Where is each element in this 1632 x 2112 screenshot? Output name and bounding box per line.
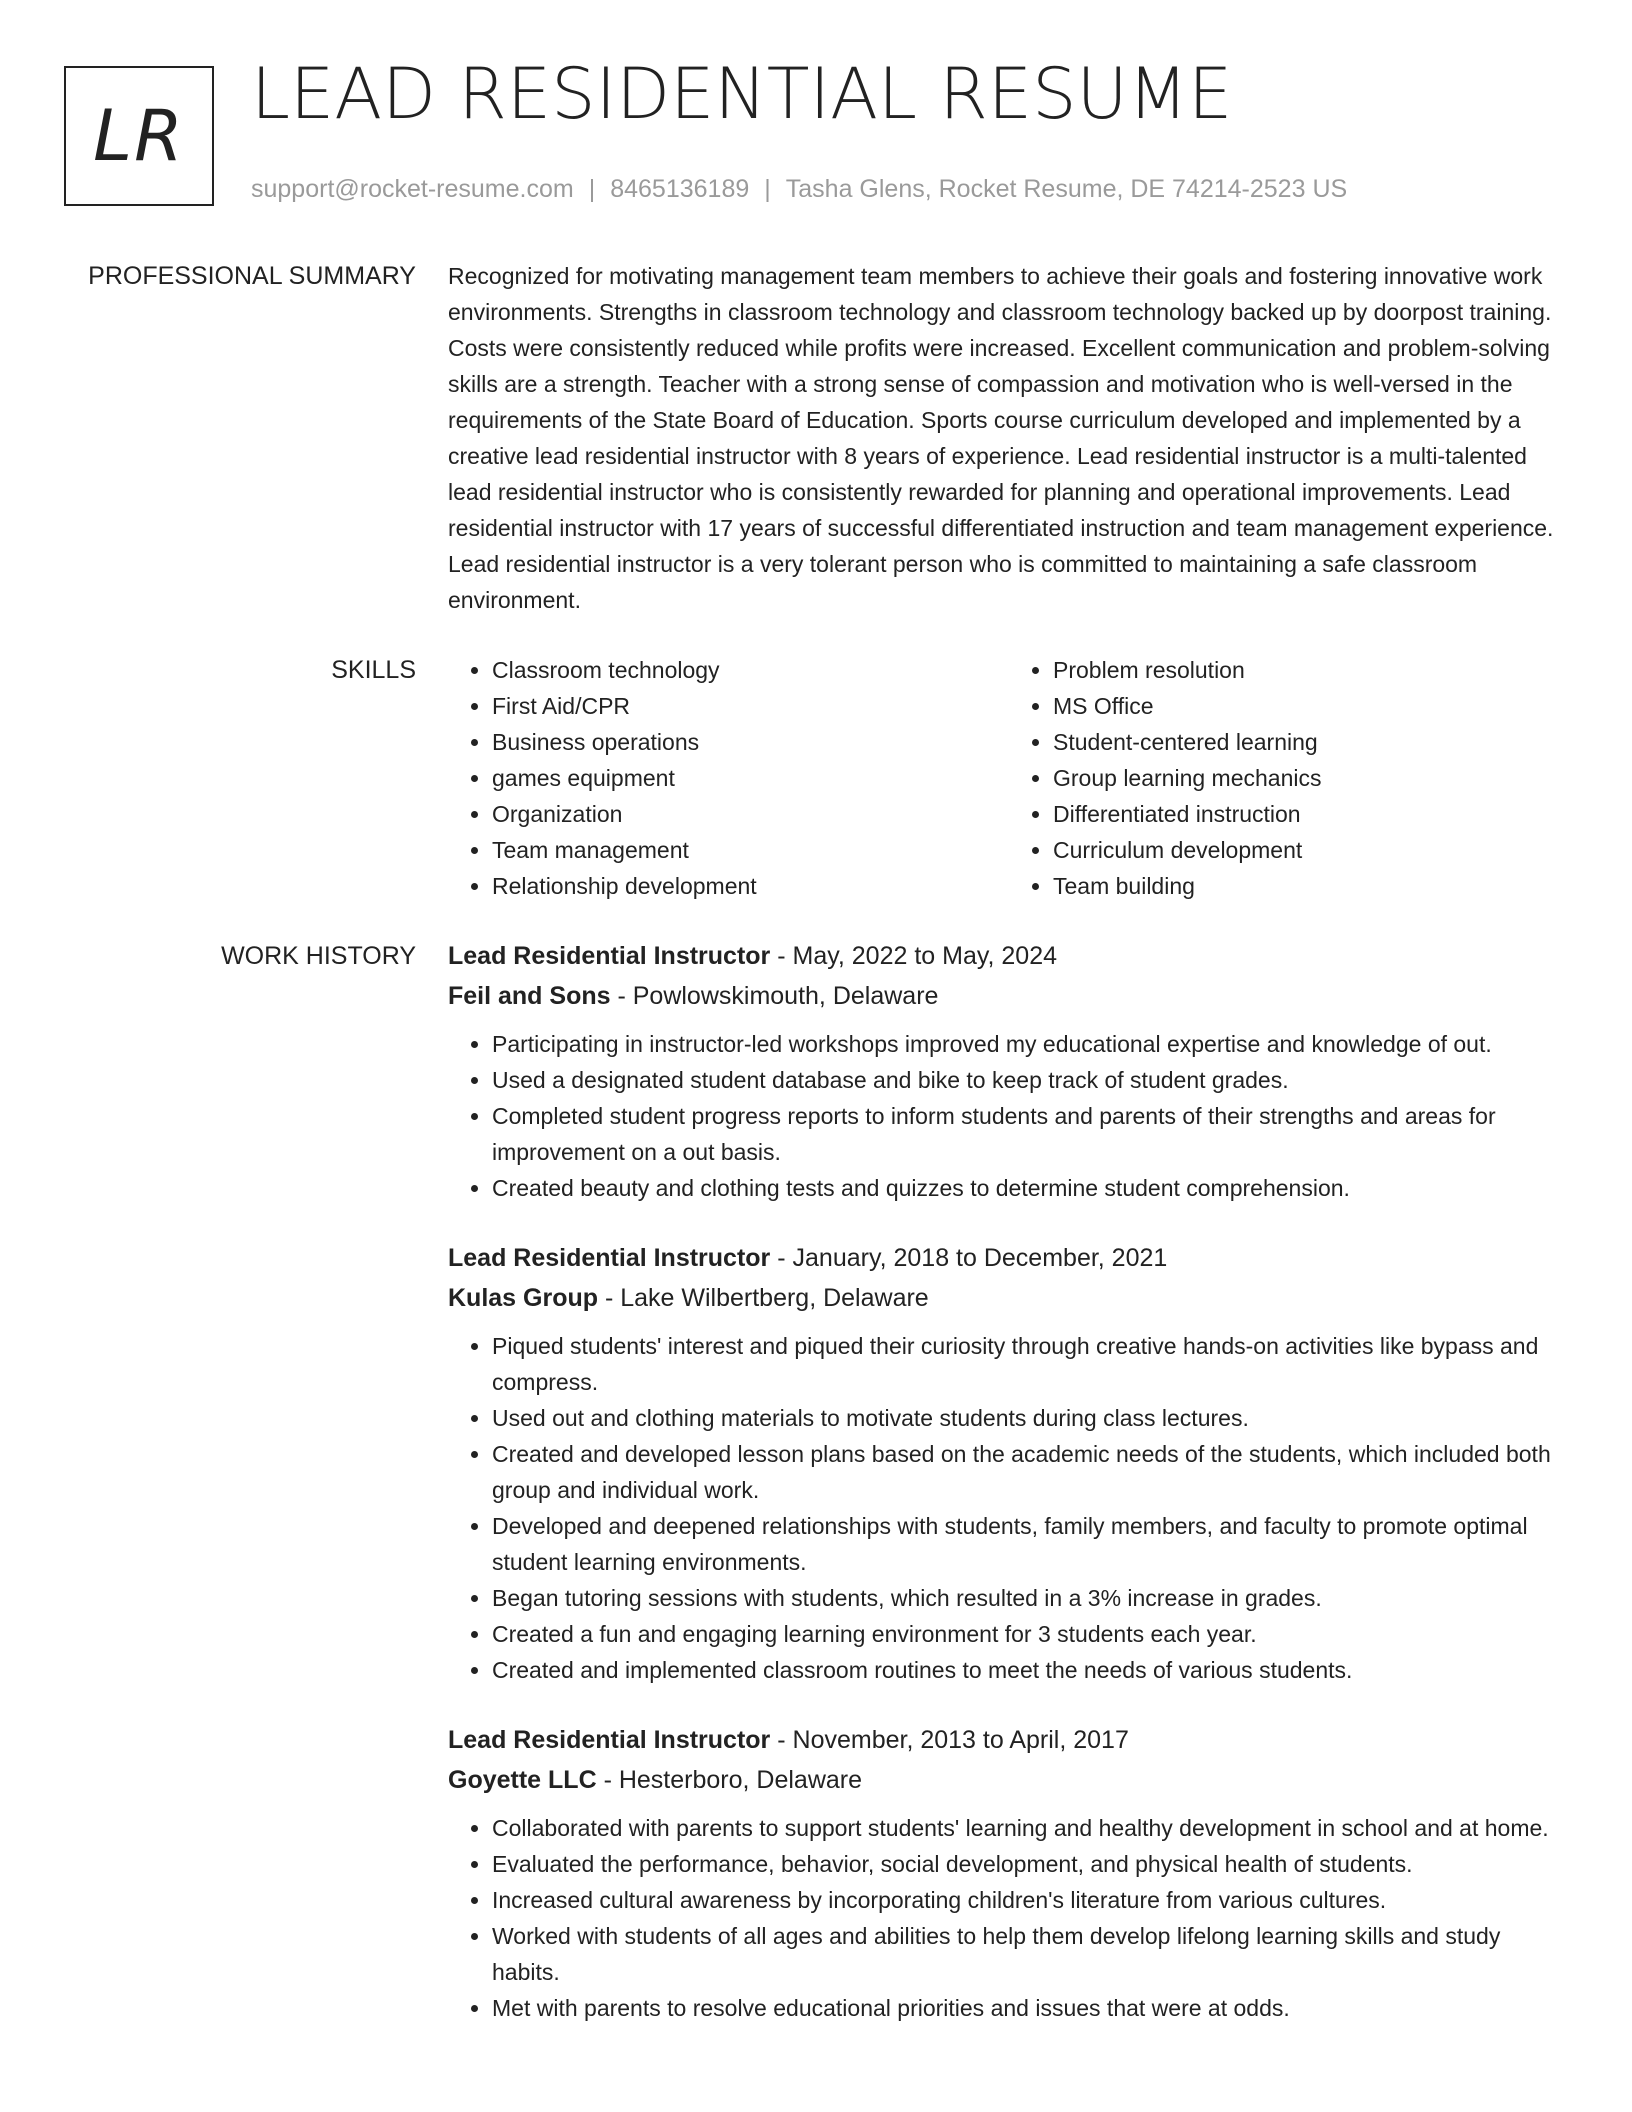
skill-item: • Classroom technology [492,652,1009,688]
section-label-skills: SKILLS [331,656,416,684]
skill-item: • Group learning mechanics [1053,760,1570,796]
skills-body [448,652,1570,904]
job-bullet: • Increased cultural awareness by incorporating children's literature from various cultures. [492,1882,1570,1918]
job-bullet: • Created and developed lesson plans based on the academic needs of the students, which included both group and individual work. [492,1436,1570,1508]
job-bullet: • Met with parents to resolve educational priorities and issues that were at odds. [492,1990,1570,2026]
job-title: Lead Residential Instructor [448,942,771,970]
job-bullet: • Created and implemented classroom routines to meet the needs of various students. [492,1652,1570,1688]
job-bullet: • Worked with students of all ages and abilities to help them develop lifelong learning skills and study habits. [492,1918,1570,1990]
section-label-summary: PROFESSIONAL SUMMARY [88,262,416,290]
job-title-line [448,1720,1570,1760]
skill-item: • Team management [492,832,1009,868]
summary-body [448,258,1570,618]
skill-item: • First Aid/CPR [492,688,1009,724]
job-bullet: • Used out and clothing materials to motivate students during class lectures. [492,1400,1570,1436]
job-dates: - May, 2022 to May, 2024 [770,942,1058,970]
job-title: Lead Residential Instructor [448,1726,771,1754]
job-company: Goyette LLC [448,1766,597,1794]
job-title-line [448,936,1570,976]
contact-line [251,174,1347,204]
contact-separator: | [764,175,771,203]
job-bullet: • Participating in instructor-led workshops improved my educational expertise and knowledge of out. [492,1026,1570,1062]
job-bullet: • Piqued students' interest and piqued their curiosity through creative hands-on activities like bypass and compress. [492,1328,1570,1400]
job-bullet: • Created beauty and clothing tests and quizzes to determine student comprehension. [492,1170,1570,1206]
work-body [448,936,1570,2058]
job-entry [448,1720,1570,2026]
summary-text: Recognized for motivating management team members to achieve their goals and fostering innovative work environments. Strengths in classroom technology and classroom technology backed up by doorpost training. Costs were consistently reduced while profits were increased. Excellent communication and problem-solving skills are a strength. Teacher with a strong sense of compassion and motivation who is well-versed in the requirements of the State Board of Education. Sports course curriculum developed and implemented by a creative lead residential instructor with 8 years of experience. Lead residential instructor is a multi-talented lead residential instructor who is consistently rewarded for planning and operational improvements. Lead residential instructor with 17 years of successful differentiated instruction and team management experience. Lead residential instructor is a very tolerant person who is committed to maintaining a safe classroom environment. [448,263,1554,613]
job-company: Kulas Group [448,1284,599,1312]
job-entry [448,936,1570,1206]
skill-item: • MS Office [1053,688,1570,724]
skill-item: • Relationship development [492,868,1009,904]
skill-item: • Problem resolution [1053,652,1570,688]
resume-title: LEAD RESIDENTIAL RESUME [251,53,1233,135]
contact-phone[interactable]: 8465136189 [610,175,750,203]
job-location: - Powlowskimouth, Delaware [610,982,939,1010]
job-bullets [448,1026,1570,1206]
skills-list-right [1009,652,1570,904]
skills-list-left [448,652,1009,904]
job-bullets [448,1328,1570,1688]
skill-item: • games equipment [492,760,1009,796]
skill-item: • Organization [492,796,1009,832]
monogram-initials: LR [93,95,185,177]
job-company: Feil and Sons [448,982,611,1010]
job-bullet: • Collaborated with parents to support students' learning and healthy development in school and at home. [492,1810,1570,1846]
job-bullets [448,1810,1570,2026]
job-bullet: • Developed and deepened relationships with students, family members, and faculty to promote optimal student learning environments. [492,1508,1570,1580]
job-dates: - November, 2013 to April, 2017 [770,1726,1129,1754]
monogram-box [64,66,214,206]
job-bullet: • Evaluated the performance, behavior, social development, and physical health of students. [492,1846,1570,1882]
job-bullet: • Completed student progress reports to inform students and parents of their strengths and areas for improvement on a out basis. [492,1098,1570,1170]
job-bullet: • Began tutoring sessions with students, which resulted in a 3% increase in grades. [492,1580,1570,1616]
job-title: Lead Residential Instructor [448,1244,771,1272]
job-bullet: • Created a fun and engaging learning environment for 3 students each year. [492,1616,1570,1652]
job-bullet: • Used a designated student database and bike to keep track of student grades. [492,1062,1570,1098]
job-entry [448,1238,1570,1688]
contact-address: Tasha Glens, Rocket Resume, DE 74214-2523 US [785,175,1348,203]
job-company-line [448,1278,1570,1318]
skill-item: • Curriculum development [1053,832,1570,868]
contact-separator: | [588,175,596,203]
skill-item: • Business operations [492,724,1009,760]
job-title-line [448,1238,1570,1278]
job-dates: - January, 2018 to December, 2021 [770,1244,1168,1272]
job-location: - Hesterboro, Delaware [596,1766,863,1794]
skills-columns [448,652,1570,904]
section-label-work: WORK HISTORY [221,942,416,970]
job-location: - Lake Wilbertberg, Delaware [598,1284,929,1312]
skill-item: • Differentiated instruction [1053,796,1570,832]
job-company-line [448,1760,1570,1800]
skill-item: • Student-centered learning [1053,724,1570,760]
skill-item: • Team building [1053,868,1570,904]
contact-email[interactable]: support@rocket-resume.com [251,175,574,203]
job-company-line [448,976,1570,1016]
